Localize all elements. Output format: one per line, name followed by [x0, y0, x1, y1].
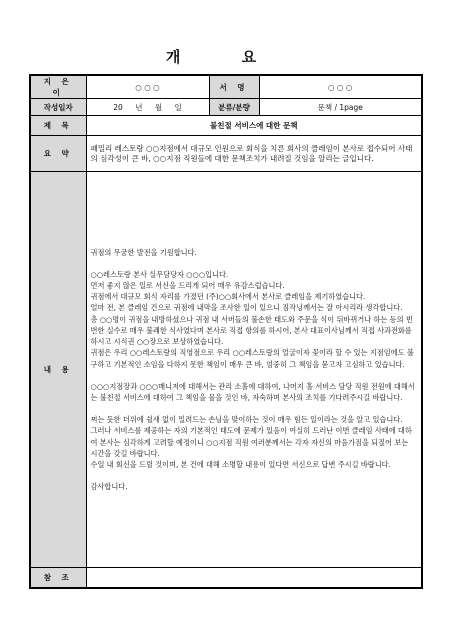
author-value: ○ ○ ○	[86, 75, 209, 99]
signature-value: ○ ○ ○	[259, 75, 422, 99]
summary-row	[30, 136, 422, 172]
content-body	[86, 172, 422, 568]
paragraph-gap	[91, 258, 418, 269]
summary-value: 패밀리 레스토랑 ○○지점에서 대규모 인원으로 회식을 치른 회사의 클레임이 본사로 접수되어 사태의 심각성이 큰 바, ○○지점 직원들에 대한 문책조치가 내려질 것임을 알리는 글입니다.	[86, 136, 422, 172]
category-label: 분류/분량	[209, 99, 259, 116]
date-label: 작성일자	[30, 99, 86, 116]
reference-value	[86, 568, 422, 588]
subject-label: 제 목	[30, 116, 86, 136]
subject-value: 불친절 서비스에 대한 문책	[86, 116, 422, 136]
reference-row	[30, 568, 422, 588]
content-paragraph: 귀점의 무궁한 발전을 기원합니다.	[90, 247, 197, 257]
content-paragraph: 수일 내 회신을 드릴 것이며, 본 건에 대해 소명할 내용이 있다면 서신으로 답변 주시길 바랍니다.	[90, 459, 391, 469]
content-paragraph: 총 ○○명이 귀점을 내방하셨으나 귀점 내 서버들의 불손한 태도와 주문을 식이 뒤바뀌거나 하는 등의 빈번한 실수로 매우 불쾌한 식사였다며 본사로 직접 항의를 하시어, 본사 대표이사님께서 직접 사과전화를 하시고 시식권 ○○장으로 보상하였습니다.	[90, 314, 413, 347]
document-title: 개 요	[165, 48, 285, 66]
date-value: 20 년 월 일	[86, 99, 209, 116]
content-paragraph: ○○레스토랑 본사 실무담당자 ○○○입니다.	[90, 269, 229, 279]
content-label: 내 용	[30, 172, 86, 568]
paragraph-gap	[91, 370, 418, 381]
content-paragraph: 귀점에서 대규모 회식 자리를 가졌던 (주)○○회사에서 본사로 클레임을 제기하였습니다.	[90, 292, 366, 302]
author-row	[30, 75, 422, 99]
signature-label: 서 명	[209, 75, 259, 99]
content-paragraph: ○○○지점장과 ○○○매니저에 대해서는 관리 소홀에 대하여, 나머지 홀 서비스 담당 직원 전원에 대해서는 불친절 서비스에 대하여 그 책임을 물을 것인 바, 자숙하며 본사의 조치를 기다려주시길 바랍니다.	[90, 381, 415, 402]
reference-label: 참 조	[30, 568, 86, 588]
subject-row	[30, 116, 422, 136]
content-paragraph: 귀점은 우리 ○○레스토랑의 직영점으로 우리 ○○레스토랑의 얼굴이자 꽃이라 할 수 있는 지점임에도 불구하고 기본적인 소임을 다하지 못한 책임이 매우 큰 바, 엄중히 그 책임을 묻고자 고심하고 있습니다.	[90, 348, 414, 369]
category-value: 문책 / 1page	[259, 99, 422, 116]
author-label: 지 은 이	[30, 75, 86, 99]
paragraph-gap	[91, 403, 418, 414]
content-paragraphs	[91, 247, 418, 493]
paragraph-gap	[91, 470, 418, 481]
summary-form-table	[29, 74, 423, 589]
content-paragraph: 찌는 듯한 더위에 쉴새 없이 밀려드는 손님을 맞이하는 것이 매우 힘든 일이라는 것을 알고 있습니다.	[90, 415, 403, 425]
content-row	[30, 172, 422, 568]
summary-label: 요 약	[30, 136, 86, 172]
date-row	[30, 99, 422, 116]
content-paragraph: 얼마 전, 본 클레임 건으로 귀점에 내막을 조사한 일이 있으니 짐작닝께서는 잘 아시리라 생각합니다.	[90, 303, 403, 313]
content-paragraph: 그러나 서비스를 제공하는 자의 기본적인 태도에 문제가 있음이 여실히 드러난 이번 클레임 사태에 대하여 본사는 심각하게 고려할 예정이니 ○○지점 직원 여러분께서는 각자 자신의 마음가짐을 되짚어 보는 시간을 갖길 바랍니다.	[90, 426, 412, 458]
content-paragraph: 감사합니다.	[90, 482, 128, 492]
content-paragraph: 먼저 좋지 않은 일로 서신을 드리게 되어 매우 유감스럽습니다.	[90, 281, 285, 291]
